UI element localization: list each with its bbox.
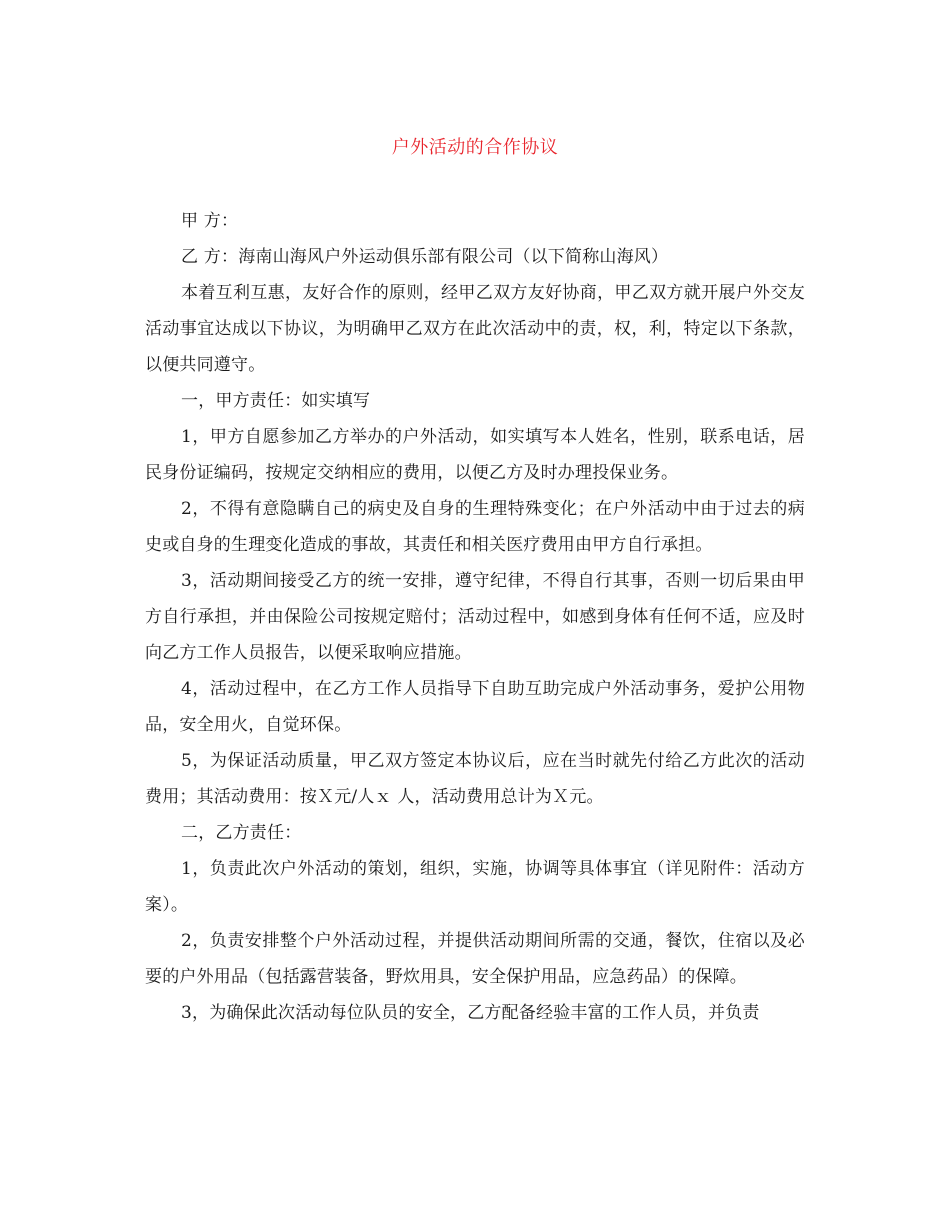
paragraph-b-clause-2: 2，负责安排整个户外活动过程，并提供活动期间所需的交通，餐饮，住宿以及必要的户外用品（包括露营装备，野炊用具，安全保护用品，应急药品）的保障。: [145, 931, 805, 987]
paragraph-b-clause-3: 3，为确保此次活动每位队员的安全，乙方配备经验丰富的工作人员，并负责: [181, 1003, 760, 1023]
paragraph-party-a: 甲 方：: [181, 211, 239, 231]
section-heading-party-b-duties: 二，乙方责任：: [181, 823, 302, 843]
section-heading-party-a-duties: 一，甲方责任：如实填写: [181, 391, 371, 411]
paragraph-a-clause-4: 4，活动过程中，在乙方工作人员指导下自助互助完成户外活动事务，爱护公用物品，安全用火，自觉环保。: [145, 679, 805, 735]
paragraph-b-clause-1: 1，负责此次户外活动的策划，组织，实施，协调等具体事宜（详见附件：活动方案）。: [145, 859, 805, 915]
paragraph-a-clause-1: 1，甲方自愿参加乙方举办的户外活动，如实填写本人姓名，性别，联系电话，居民身份证编码，按规定交纳相应的费用，以便乙方及时办理投保业务。: [145, 427, 805, 483]
paragraph-a-clause-3: 3，活动期间接受乙方的统一安排，遵守纪律，不得自行其事，否则一切后果由甲方自行承担，并由保险公司按规定赔付；活动过程中，如感到身体有任何不适，应及时向乙方工作人员报告，以便采取响应措施。: [145, 571, 805, 663]
paragraph-preamble: 本着互利互惠，友好合作的原则，经甲乙双方友好协商，甲乙双方就开展户外交友活动事宜达成以下协议，为明确甲乙双方在此次活动中的责，权，利，特定以下条款，以便共同遵守。: [145, 283, 805, 375]
paragraph-a-clause-2: 2，不得有意隐瞒自己的病史及自身的生理特殊变化；在户外活动中由于过去的病史或自身的生理变化造成的事故，其责任和相关医疗费用由甲方自行承担。: [145, 499, 805, 555]
document-title: 户外活动的合作协议: [391, 137, 559, 158]
document-body: [145, 203, 805, 1031]
paragraph-party-b: 乙 方：海南山海风户外运动俱乐部有限公司（以下简称山海风）: [181, 247, 669, 267]
paragraph-a-clause-5: 5，为保证活动质量，甲乙双方签定本协议后，应在当时就先付给乙方此次的活动费用；其活动费用：按Ｘ元/人ｘ 人，活动费用总计为Ｘ元。: [145, 751, 805, 807]
